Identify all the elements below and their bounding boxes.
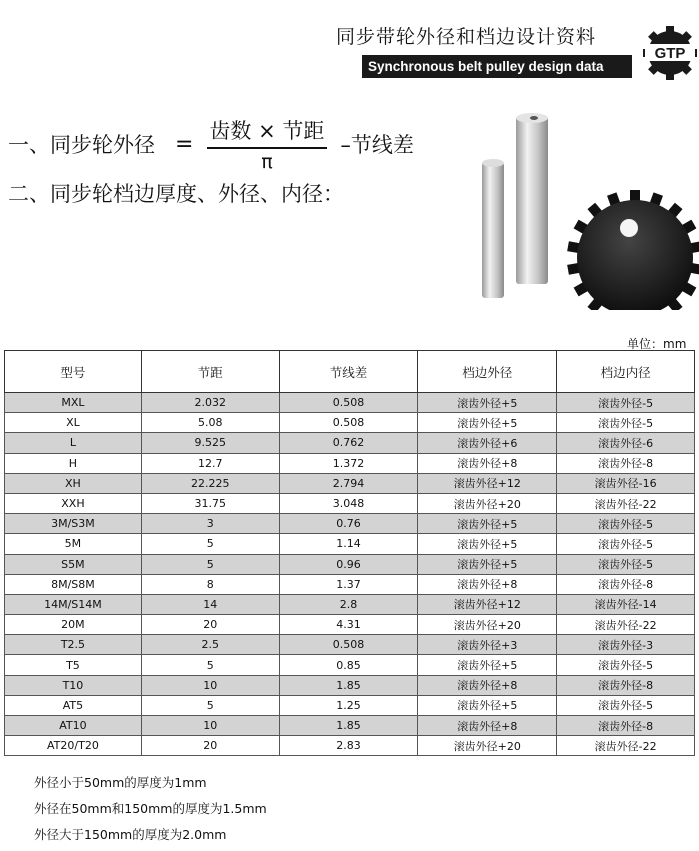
table-cell-pitch: 2.5	[141, 635, 279, 655]
table-cell-pitch: 2.032	[141, 393, 279, 413]
notes	[34, 770, 267, 848]
table-row	[5, 433, 695, 453]
table-cell-pitch: 22.225	[141, 473, 279, 493]
table-cell-pld: 0.508	[279, 413, 418, 433]
pulley-photo	[470, 110, 699, 310]
table-cell-pld: 0.76	[279, 514, 418, 534]
table-row	[5, 655, 695, 675]
formula1-equals: =	[175, 131, 194, 157]
table-cell-inner: 滚齿外径-22	[557, 615, 695, 635]
table-cell-model: AT20/T20	[5, 736, 142, 756]
table-cell-outer: 滚齿外径+3	[418, 635, 557, 655]
table-cell-model: XXH	[5, 493, 142, 513]
table-cell-pld: 0.508	[279, 393, 418, 413]
table-cell-pitch: 5.08	[141, 413, 279, 433]
table-cell-inner: 滚齿外径-8	[557, 453, 695, 473]
table-cell-pitch: 5	[141, 655, 279, 675]
table-cell-model: MXL	[5, 393, 142, 413]
table-cell-outer: 滚齿外径+5	[418, 695, 557, 715]
table-cell-outer: 滚齿外径+8	[418, 574, 557, 594]
table-cell-pitch: 10	[141, 675, 279, 695]
table-row	[5, 413, 695, 433]
table-row	[5, 675, 695, 695]
table-cell-inner: 滚齿外径-5	[557, 514, 695, 534]
table-cell-outer: 滚齿外径+8	[418, 675, 557, 695]
table-cell-outer: 滚齿外径+20	[418, 615, 557, 635]
table-cell-inner: 滚齿外径-5	[557, 413, 695, 433]
table-cell-outer: 滚齿外径+20	[418, 736, 557, 756]
table-row	[5, 473, 695, 493]
page-subtitle-en: Synchronous belt pulley design data	[362, 55, 632, 78]
col-header-model: 型号	[5, 351, 142, 393]
table-cell-inner: 滚齿外径-5	[557, 534, 695, 554]
table-cell-pitch: 3	[141, 514, 279, 534]
table-cell-pitch: 31.75	[141, 493, 279, 513]
table-row	[5, 574, 695, 594]
table-row	[5, 554, 695, 574]
table-header-row	[5, 351, 695, 393]
table-cell-outer: 滚齿外径+12	[418, 594, 557, 614]
table-cell-inner: 滚齿外径-8	[557, 574, 695, 594]
table-cell-inner: 滚齿外径-5	[557, 695, 695, 715]
table-cell-pld: 4.31	[279, 615, 418, 635]
table-cell-model: H	[5, 453, 142, 473]
note-item: 外径大于150mm的厚度为2.0mm	[34, 827, 227, 842]
table-cell-pitch: 5	[141, 554, 279, 574]
table-cell-model: 5M	[5, 534, 142, 554]
note-item: 外径小于50mm的厚度为1mm	[34, 775, 207, 790]
table-cell-inner: 滚齿外径-5	[557, 554, 695, 574]
table-cell-inner: 滚齿外径-6	[557, 433, 695, 453]
formula1-suffix: –节线差	[340, 133, 414, 157]
table-cell-pld: 1.85	[279, 675, 418, 695]
table-cell-inner: 滚齿外径-22	[557, 736, 695, 756]
table-cell-outer: 滚齿外径+5	[418, 554, 557, 574]
table-cell-model: XL	[5, 413, 142, 433]
table-cell-pld: 1.37	[279, 574, 418, 594]
formula1-label: 一、同步轮外径	[8, 133, 155, 157]
table-cell-model: T5	[5, 655, 142, 675]
table-cell-outer: 滚齿外径+20	[418, 493, 557, 513]
table-cell-pld: 0.508	[279, 635, 418, 655]
table-cell-pld: 2.8	[279, 594, 418, 614]
unit-label: 单位：mm	[627, 337, 687, 351]
col-header-pitch-line-diff: 节线差	[279, 351, 418, 393]
table-cell-outer: 滚齿外径+5	[418, 393, 557, 413]
table-cell-model: T2.5	[5, 635, 142, 655]
table-cell-model: 14M/S14M	[5, 594, 142, 614]
table-row	[5, 594, 695, 614]
table-cell-pld: 1.25	[279, 695, 418, 715]
table-cell-pld: 1.372	[279, 453, 418, 473]
table-cell-pitch: 10	[141, 716, 279, 736]
formula1-fraction	[205, 115, 328, 173]
table-cell-pitch: 20	[141, 736, 279, 756]
table-cell-model: 20M	[5, 615, 142, 635]
table-cell-model: S5M	[5, 554, 142, 574]
table-cell-model: T10	[5, 675, 142, 695]
table-cell-outer: 滚齿外径+5	[418, 413, 557, 433]
table-cell-pitch: 9.525	[141, 433, 279, 453]
col-header-flange-outer: 档边外径	[418, 351, 557, 393]
table-cell-pld: 3.048	[279, 493, 418, 513]
table-cell-model: AT10	[5, 716, 142, 736]
table-cell-model: 3M/S3M	[5, 514, 142, 534]
table-cell-inner: 滚齿外径-3	[557, 635, 695, 655]
table-cell-pld: 1.14	[279, 534, 418, 554]
table-cell-pitch: 20	[141, 615, 279, 635]
formula1-numerator: 齿数 × 节距	[209, 119, 325, 143]
table-cell-model: AT5	[5, 695, 142, 715]
table-cell-outer: 滚齿外径+8	[418, 716, 557, 736]
table-cell-outer: 滚齿外径+8	[418, 453, 557, 473]
table-row	[5, 635, 695, 655]
table-cell-pitch: 12.7	[141, 453, 279, 473]
logo-text: GTP	[654, 45, 686, 62]
table-row	[5, 534, 695, 554]
page-title: 同步带轮外径和档边设计资料	[336, 26, 597, 48]
table-cell-pitch: 5	[141, 695, 279, 715]
table-cell-pld: 0.85	[279, 655, 418, 675]
formula1-denominator: π	[261, 151, 273, 173]
table-cell-pld: 0.762	[279, 433, 418, 453]
col-header-flange-inner: 档边内径	[557, 351, 695, 393]
table-cell-inner: 滚齿外径-8	[557, 716, 695, 736]
table-cell-pitch: 8	[141, 574, 279, 594]
table-cell-outer: 滚齿外径+5	[418, 534, 557, 554]
table-cell-inner: 滚齿外径-5	[557, 393, 695, 413]
table-cell-model: 8M/S8M	[5, 574, 142, 594]
table-cell-pld: 1.85	[279, 716, 418, 736]
table-cell-inner: 滚齿外径-22	[557, 493, 695, 513]
table-cell-pld: 0.96	[279, 554, 418, 574]
table-row	[5, 453, 695, 473]
gear-icon	[641, 24, 699, 82]
table-row	[5, 393, 695, 413]
pulley-spec-table	[4, 350, 695, 756]
table-cell-inner: 滚齿外径-16	[557, 473, 695, 493]
table-cell-model: L	[5, 433, 142, 453]
table-cell-pitch: 14	[141, 594, 279, 614]
table-row	[5, 615, 695, 635]
formula-outer-diameter	[8, 115, 414, 173]
table-row	[5, 716, 695, 736]
col-header-pitch: 节距	[141, 351, 279, 393]
table-cell-inner: 滚齿外径-8	[557, 675, 695, 695]
table-row	[5, 493, 695, 513]
table-cell-pld: 2.83	[279, 736, 418, 756]
table-cell-inner: 滚齿外径-5	[557, 655, 695, 675]
table-row	[5, 736, 695, 756]
table-row	[5, 514, 695, 534]
table-cell-model: XH	[5, 473, 142, 493]
table-cell-outer: 滚齿外径+12	[418, 473, 557, 493]
table-cell-outer: 滚齿外径+5	[418, 655, 557, 675]
formula2-label: 二、同步轮档边厚度、外径、内径：	[8, 182, 344, 206]
table-cell-inner: 滚齿外径-14	[557, 594, 695, 614]
table-row	[5, 695, 695, 715]
note-item: 外径在50mm和150mm的厚度为1.5mm	[34, 801, 267, 816]
table-cell-pld: 2.794	[279, 473, 418, 493]
table-cell-pitch: 5	[141, 534, 279, 554]
table-cell-outer: 滚齿外径+5	[418, 514, 557, 534]
table-cell-outer: 滚齿外径+6	[418, 433, 557, 453]
